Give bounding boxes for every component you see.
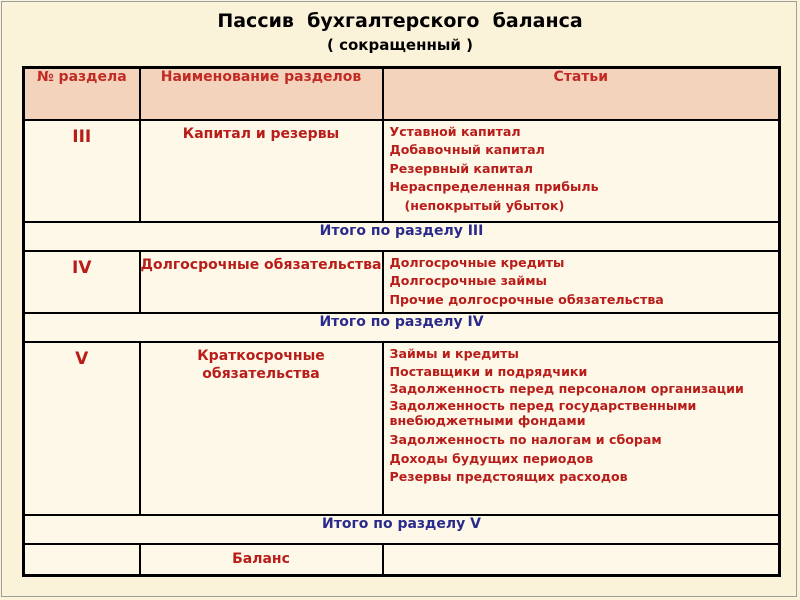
header-items: Статьи: [383, 68, 780, 120]
section-items: [383, 342, 780, 515]
section-number: III: [24, 120, 140, 222]
item: Задолженность перед персоналом организации: [389, 380, 744, 396]
item: Резервный капитал: [389, 160, 534, 176]
section-number: IV: [24, 251, 140, 313]
item: Резервы предстоящих расходов: [389, 469, 628, 484]
subtotal-row: [24, 222, 780, 251]
header-section-name: Наименование разделов: [140, 68, 383, 120]
subtotal-label: Итого по разделу III: [24, 222, 780, 251]
section-row: [24, 251, 780, 313]
item: Долгосрочные займы: [389, 273, 547, 288]
item: Долгосрочные кредиты: [389, 254, 565, 270]
balance-label: Баланс: [140, 544, 383, 576]
balance-value-cell: [383, 544, 780, 576]
balance-table: [22, 66, 781, 577]
item: Уставной капитал: [389, 123, 521, 139]
header-section-number: № раздела: [24, 68, 140, 120]
subtotal-label: Итого по разделу IV: [24, 313, 780, 342]
item: Нераспределенная прибыль: [389, 179, 599, 194]
item: Задолженность по налогам и сборам: [389, 432, 662, 447]
section-row: [24, 120, 780, 222]
item: (непокрытый убыток): [404, 197, 565, 213]
item: Прочие долгосрочные обязательства: [389, 291, 664, 307]
section-name: Капитал и резервы: [140, 120, 383, 222]
section-number: V: [24, 342, 140, 515]
section-items: [383, 120, 780, 222]
balance-empty-cell: [24, 544, 140, 576]
balance-row: [24, 544, 780, 576]
item: Задолженность перед государственными внебюджетными фондами: [389, 398, 697, 428]
section-name: Краткосрочные обязательства: [140, 342, 383, 515]
subtotal-row: [24, 313, 780, 342]
section-name: Долгосрочные обязательства: [140, 251, 383, 313]
section-items: [383, 251, 780, 313]
item: Доходы будущих периодов: [389, 450, 594, 466]
subtotal-row: [24, 515, 780, 544]
item: Займы и кредиты: [389, 345, 519, 361]
section-row: [24, 342, 780, 515]
table-header-row: [24, 68, 780, 120]
item: Добавочный капитал: [389, 142, 545, 157]
slide-title: Пассив бухгалтерского баланса: [217, 10, 583, 32]
item: Поставщики и подрядчики: [389, 364, 588, 379]
subtotal-label: Итого по разделу V: [24, 515, 780, 544]
slide-subtitle: ( сокращенный ): [327, 36, 473, 54]
